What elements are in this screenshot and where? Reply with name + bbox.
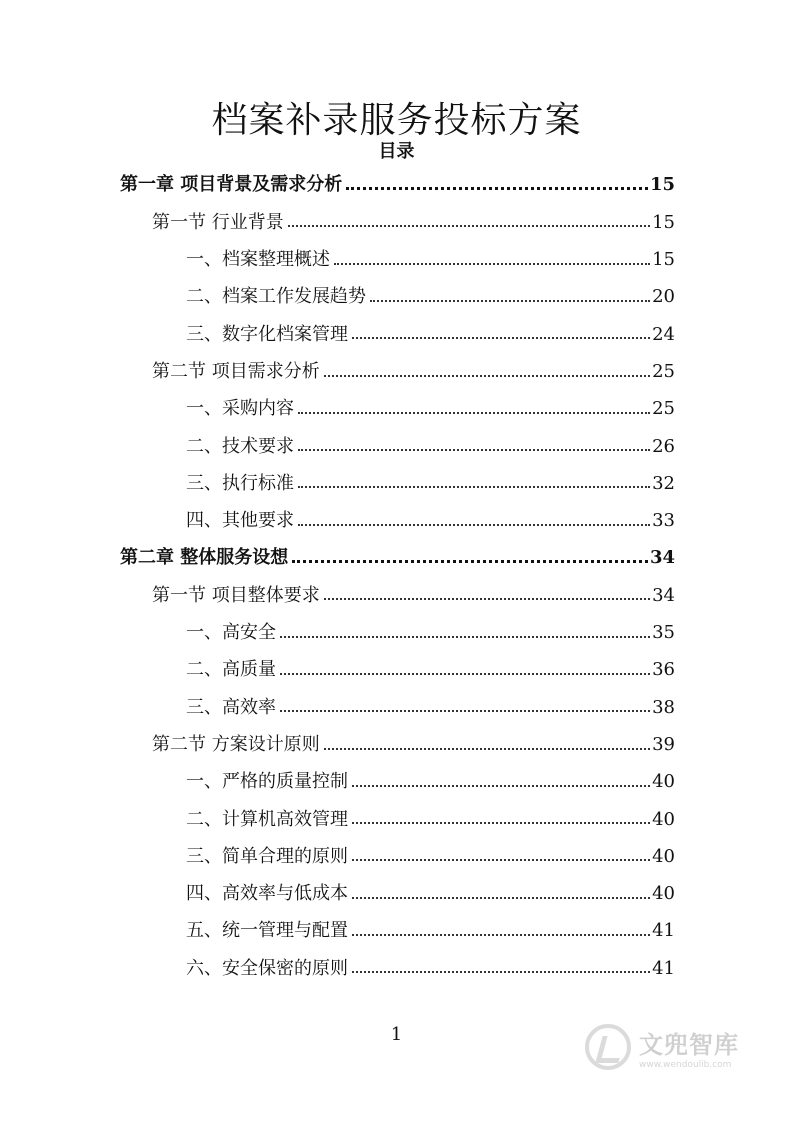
toc-entry-label: 四、其他要求 (186, 510, 294, 532)
toc-entry-page: 41 (652, 920, 675, 942)
toc-leader-dots (324, 598, 650, 600)
toc-heading: 目录 (378, 141, 415, 162)
toc-entry-label: 二、技术要求 (186, 435, 294, 457)
toc-leader-dots (324, 748, 650, 750)
toc-entry-page: 15 (649, 174, 675, 196)
toc-entry-item[interactable] (186, 912, 675, 942)
toc-entry-label: 第二章 整体服务设想 (120, 547, 289, 569)
toc-entry-page: 34 (652, 584, 675, 606)
toc-entry-item[interactable] (186, 651, 675, 681)
toc-entry-label: 二、高质量 (186, 659, 276, 681)
watermark (585, 1018, 755, 1076)
toc-entry-item[interactable] (186, 241, 675, 271)
toc-entry-page: 35 (652, 622, 675, 643)
toc-entry-page: 33 (652, 510, 675, 532)
toc-leader-dots (352, 897, 650, 899)
toc-entry-page: 32 (652, 472, 675, 494)
toc-entry-section[interactable] (152, 353, 675, 383)
toc-entry-page: 39 (652, 733, 675, 755)
toc-entry-page: 41 (652, 957, 675, 979)
toc-entry-label: 第一节 行业背景 (152, 211, 284, 233)
toc-entry-item[interactable] (186, 315, 675, 345)
toc-leader-dots (280, 673, 650, 675)
toc-entry-label: 一、采购内容 (186, 398, 294, 420)
toc-leader-dots (346, 187, 648, 190)
toc-leader-dots (298, 524, 650, 526)
toc-entry-label: 第一章 项目背景及需求分析 (120, 174, 343, 196)
toc-entry-page: 26 (652, 435, 675, 457)
toc-entry-item[interactable] (186, 502, 675, 532)
toc-entry-label: 第一节 项目整体要求 (152, 584, 320, 606)
toc-entry-page: 40 (652, 883, 675, 905)
watermark-text (639, 1025, 739, 1070)
toc-entry-section[interactable] (152, 576, 675, 606)
toc-entry-chapter[interactable] (120, 539, 675, 569)
toc-entry-label: 一、严格的质量控制 (186, 771, 348, 793)
toc-entry-label: 第二节 项目需求分析 (152, 360, 320, 382)
document-title: 档案补录服务投标方案 (211, 100, 582, 141)
toc-entry-page: 34 (649, 547, 675, 569)
toc-entry-label: 四、高效率与低成本 (186, 883, 348, 905)
toc-entry-page: 24 (652, 323, 675, 345)
toc-leader-dots (370, 300, 650, 302)
toc-leader-dots (280, 636, 650, 638)
toc-leader-dots (352, 934, 650, 936)
toc-entry-item[interactable] (186, 763, 675, 793)
toc-entry-label: 三、简单合理的原则 (186, 845, 348, 867)
toc-leader-dots (280, 710, 650, 712)
toc-entry-item[interactable] (186, 837, 675, 867)
toc-entry-item[interactable] (186, 614, 675, 644)
toc-leader-dots (352, 971, 650, 973)
toc-entry-item[interactable] (186, 875, 675, 905)
toc-entry-page: 36 (652, 659, 675, 681)
toc-leader-dots (292, 560, 648, 563)
toc-entry-item[interactable] (186, 464, 675, 494)
toc-leader-dots (298, 412, 650, 414)
toc-leader-dots (352, 337, 650, 339)
toc-leader-dots (298, 486, 650, 488)
toc-entry-page: 25 (652, 398, 675, 420)
toc-entry-label: 一、档案整理概述 (186, 249, 330, 270)
watermark-name: 文兜智库 (639, 1030, 739, 1059)
toc-entry-label: 三、数字化档案管理 (186, 323, 348, 345)
toc-entry-label: 一、高安全 (186, 622, 276, 643)
toc-leader-dots (288, 225, 650, 227)
toc-entry-item[interactable] (186, 390, 675, 420)
toc-entry-page: 25 (652, 360, 675, 382)
toc-entry-item[interactable] (186, 800, 675, 830)
toc-entry-page: 15 (652, 211, 675, 233)
toc-entry-item[interactable] (186, 427, 675, 457)
watermark-url: www.wendoulib.com (639, 1059, 732, 1070)
toc-entry-section[interactable] (152, 726, 675, 756)
toc-entry-page: 15 (652, 249, 675, 270)
toc-entry-label: 二、计算机高效管理 (186, 808, 348, 830)
toc-entry-item[interactable] (186, 278, 675, 308)
toc-entry-page: 40 (652, 808, 675, 830)
toc-leader-dots (352, 785, 650, 787)
toc-entry-section[interactable] (152, 203, 675, 233)
toc-entry-item[interactable] (186, 688, 675, 718)
toc-entry-label: 三、执行标准 (186, 472, 294, 494)
wendoc-logo-icon (585, 1024, 631, 1070)
toc-entry-label: 三、高效率 (186, 696, 276, 718)
toc-entry-label: 第二节 方案设计原则 (152, 733, 320, 755)
toc-leader-dots (334, 263, 650, 265)
toc-entry-page: 38 (652, 696, 675, 718)
toc-leader-dots (298, 449, 650, 451)
toc-leader-dots (324, 375, 650, 377)
toc-entry-page: 40 (652, 845, 675, 867)
toc-entry-label: 六、安全保密的原则 (186, 957, 348, 979)
toc-entry-chapter[interactable] (120, 166, 675, 196)
page-number: 1 (390, 1024, 403, 1045)
toc-entry-item[interactable] (186, 949, 675, 979)
toc-leader-dots (352, 859, 650, 861)
toc-entry-page: 40 (652, 771, 675, 793)
toc-entry-label: 五、统一管理与配置 (186, 920, 348, 942)
toc-entry-page: 20 (652, 286, 675, 308)
toc-entry-label: 二、档案工作发展趋势 (186, 286, 366, 308)
toc-leader-dots (352, 822, 650, 824)
